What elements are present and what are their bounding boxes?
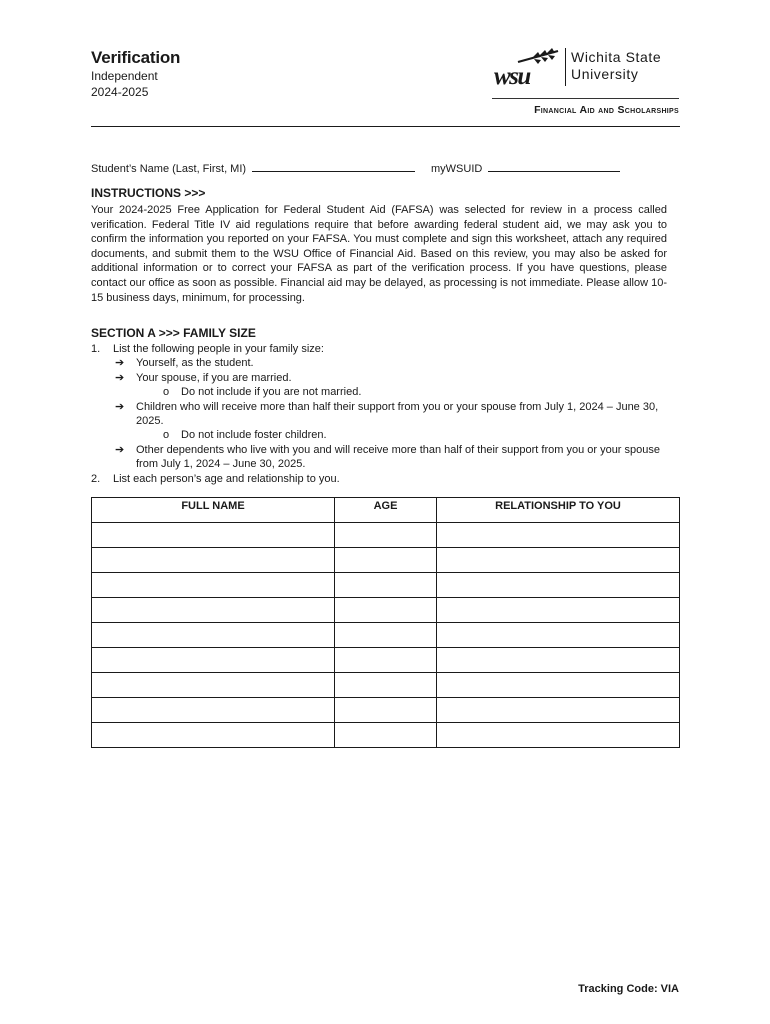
full-name-cell[interactable] [92, 698, 335, 723]
list-subitem [91, 385, 681, 399]
age-cell[interactable] [335, 548, 437, 573]
age-cell[interactable] [335, 648, 437, 673]
tracking-code: Tracking Code: VIA [578, 983, 679, 995]
table-row [92, 698, 680, 723]
arrow-right-icon: ➔ [115, 443, 125, 456]
student-name-field[interactable] [91, 161, 415, 175]
full-name-cell[interactable] [92, 723, 335, 748]
relationship-cell[interactable] [437, 548, 680, 573]
table-row [92, 548, 680, 573]
list-item-text: Children who will receive more than half their support from you or your spouse from July 1, 2024 – June 30, 2025. [136, 400, 659, 428]
student-name-label: Student’s Name (Last, First, MI) [91, 163, 247, 175]
list-item [91, 342, 681, 356]
table-row [92, 673, 680, 698]
relationship-cell[interactable] [437, 573, 680, 598]
table-row [92, 648, 680, 673]
relationship-cell[interactable] [437, 523, 680, 548]
column-header-full-name: FULL NAME [92, 498, 335, 523]
instructions-text: Your 2024-2025 Free Application for Federal Student Aid (FAFSA) was selected for review in a process called verification. Federal Title IV aid regulations require that before awarding federal student aid, we may ask you to confirm the information you reported on your FAFSA. You must complete and sign this worksheet, attach any required documents, and submit them to the WSU Office of Financial Aid. Based on this review, you may also be asked for additional information or to correct your FAFSA as part of the verification process. If you have questions, please contact our office as soon as possible. Financial aid may be delayed, as processing is not immediate. Please allow 10-15 business days, minimum, for processing. [91, 204, 667, 304]
list-item-text: Other dependents who live with you and will receive more than half of their support from you or your spouse from July 1, 2024 – June 30, 2025. [136, 443, 660, 471]
table-row [92, 523, 680, 548]
relationship-cell[interactable] [437, 723, 680, 748]
full-name-cell[interactable] [92, 598, 335, 623]
table-row [92, 598, 680, 623]
table-header-row [92, 498, 680, 523]
list-item [91, 443, 681, 472]
arrow-right-icon: ➔ [115, 400, 125, 413]
mywsuid-field[interactable] [431, 161, 620, 175]
wsu-logo [492, 46, 682, 92]
age-cell[interactable] [335, 623, 437, 648]
relationship-cell[interactable] [437, 673, 680, 698]
wsu-wheat-logo-icon [492, 46, 562, 90]
logo-wordmark-line1: Wichita State [571, 49, 662, 65]
award-year: 2024-2025 [91, 85, 149, 99]
full-name-cell[interactable] [92, 548, 335, 573]
logo-divider [565, 48, 566, 86]
header-divider [91, 126, 680, 127]
list-item [91, 472, 681, 486]
list-item [91, 371, 681, 385]
column-header-age: AGE [335, 498, 437, 523]
table-body [92, 523, 680, 748]
list-item-text: Your spouse, if you are married. [136, 371, 292, 384]
department-rule [492, 98, 679, 99]
instructions-heading: INSTRUCTIONS >>> [91, 186, 206, 200]
age-cell[interactable] [335, 573, 437, 598]
page-title: Verification [91, 48, 181, 67]
list-number: 1. [91, 343, 101, 355]
list-number: 2. [91, 472, 101, 485]
form-type: Independent [91, 69, 158, 83]
svg-text:wsu: wsu [494, 63, 530, 90]
age-cell[interactable] [335, 598, 437, 623]
section-a-heading: SECTION A >>> FAMILY SIZE [91, 326, 256, 340]
relationship-cell[interactable] [437, 648, 680, 673]
list-item [91, 356, 681, 370]
student-name-blank[interactable] [252, 161, 415, 172]
list-item-text: List the following people in your family size: [113, 343, 324, 355]
age-cell[interactable] [335, 523, 437, 548]
mywsuid-label: myWSUID [431, 163, 483, 175]
table-row [92, 723, 680, 748]
department-name: Financial Aid and Scholarships [534, 104, 679, 116]
bullet-icon: o [163, 386, 170, 399]
age-cell[interactable] [335, 723, 437, 748]
table-row [92, 623, 680, 648]
mywsuid-blank[interactable] [488, 161, 620, 172]
relationship-cell[interactable] [437, 623, 680, 648]
list-subitem [91, 428, 681, 442]
list-item-text: List each person’s age and relationship to you. [113, 472, 340, 485]
age-cell[interactable] [335, 673, 437, 698]
full-name-cell[interactable] [92, 573, 335, 598]
arrow-right-icon: ➔ [115, 371, 125, 384]
full-name-cell[interactable] [92, 623, 335, 648]
relationship-cell[interactable] [437, 598, 680, 623]
full-name-cell[interactable] [92, 673, 335, 698]
bullet-icon: o [163, 429, 170, 442]
logo-wordmark-line2: University [571, 66, 639, 82]
family-size-list [91, 342, 681, 486]
list-item-text: Do not include foster children. [181, 429, 327, 442]
full-name-cell[interactable] [92, 648, 335, 673]
list-item-text: Do not include if you are not married. [181, 386, 362, 399]
arrow-right-icon: ➔ [115, 357, 125, 370]
column-header-relationship: RELATIONSHIP TO YOU [437, 498, 680, 523]
age-cell[interactable] [335, 698, 437, 723]
table-row [92, 573, 680, 598]
list-item [91, 400, 681, 429]
family-members-table [91, 497, 680, 748]
relationship-cell[interactable] [437, 698, 680, 723]
full-name-cell[interactable] [92, 523, 335, 548]
list-item-text: Yourself, as the student. [136, 357, 254, 370]
